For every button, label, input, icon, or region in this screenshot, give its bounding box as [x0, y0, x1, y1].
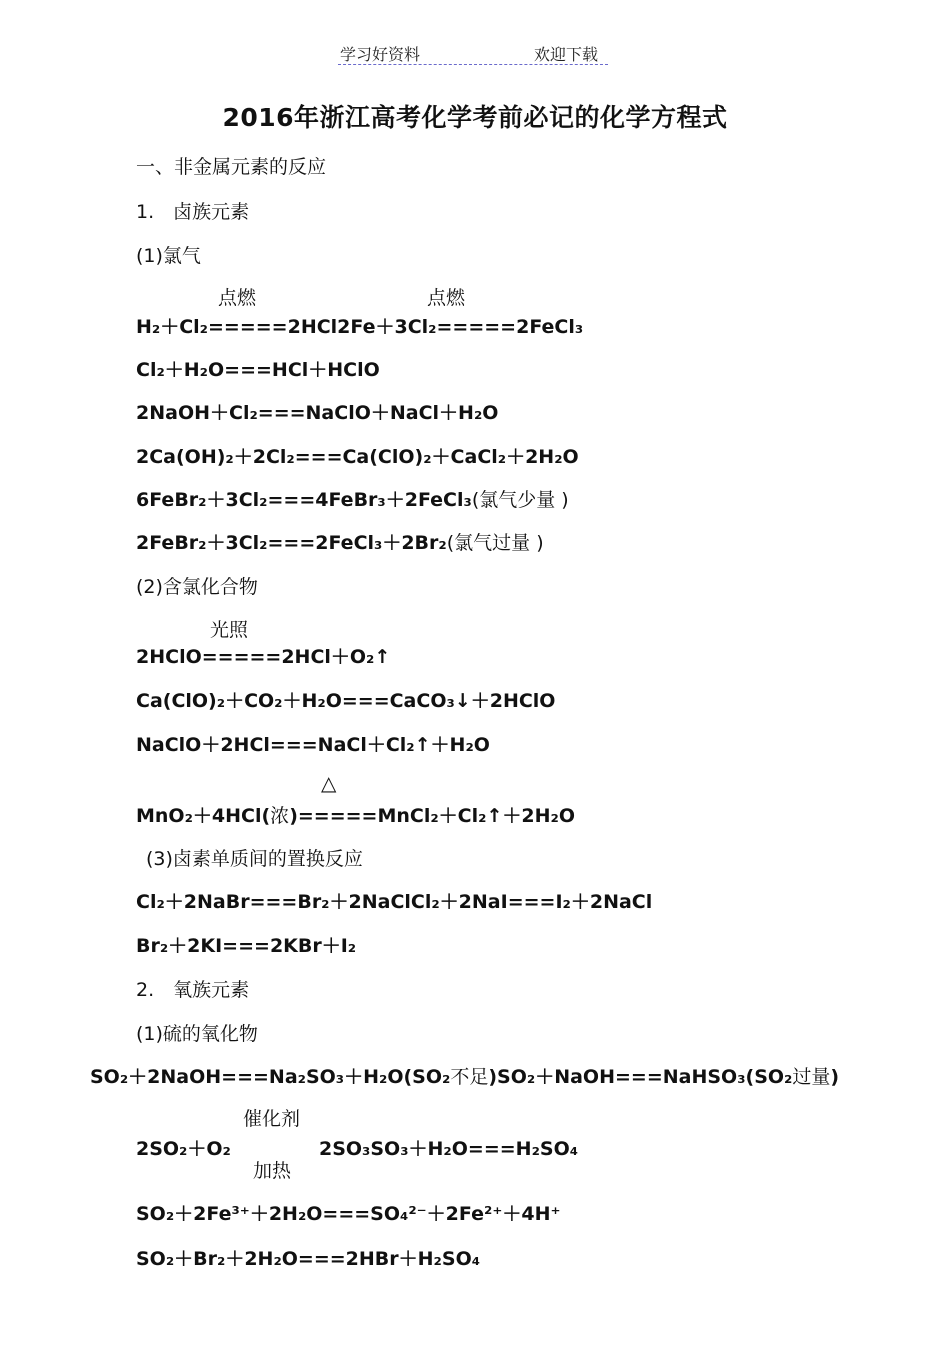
equation-note: (氯气少量 ) [471, 489, 569, 511]
equation: 2FeBr₂＋3Cl₂===2FeCl₃＋2Br₂ [136, 532, 447, 554]
equation: Br₂＋2KI===2KBr＋I₂ [136, 935, 357, 957]
equation-part: 2SO₂＋O₂ [136, 1138, 231, 1160]
page-title: 2016年浙江高考化学考前必记的化学方程式 [222, 103, 728, 132]
reaction-condition-heating: 加热 [253, 1160, 292, 1182]
concentrated-label: 浓 [270, 805, 290, 827]
equation: Cl₂＋H₂O===HCl＋HClO [136, 359, 380, 381]
equation: 2NaOH＋Cl₂===NaClO＋NaCl＋H₂O [136, 402, 499, 424]
equation-part: )SO₂＋NaOH===NaHSO₃(SO₂ [488, 1066, 793, 1088]
equation-note: 过量 [792, 1066, 831, 1088]
equation-part: 2SO₃SO₃＋H₂O===H₂SO₄ [319, 1138, 579, 1160]
equation-note: 不足 [450, 1066, 489, 1088]
topic-heading-sulfur-oxides: (1)硫的氧化物 [136, 1023, 258, 1045]
topic-heading-chlorine: (1)氯气 [136, 245, 201, 267]
equation: SO₂＋2Fe³⁺＋2H₂O===SO₄²⁻＋2Fe²⁺＋4H⁺ [136, 1203, 561, 1225]
equation: 2HClO=====2HCl＋O₂↑ [136, 646, 391, 668]
section-heading: 一、非金属元素的反应 [136, 156, 327, 178]
equation: 6FeBr₂＋3Cl₂===4FeBr₃＋2FeCl₃ [136, 489, 472, 511]
header-divider [338, 64, 608, 65]
equation: SO₂＋Br₂＋2H₂O===2HBr＋H₂SO₄ [136, 1248, 481, 1270]
equation-part: ) [830, 1066, 840, 1088]
subsection-heading-halogen: 1. 卤族元素 [136, 201, 250, 223]
reaction-condition-light: 光照 [210, 619, 249, 641]
reaction-condition-ignition: 点燃 [218, 287, 257, 309]
subsection-heading-oxygen-group: 2. 氧族元素 [136, 979, 250, 1001]
equation: 2Ca(OH)₂＋2Cl₂===Ca(ClO)₂＋CaCl₂＋2H₂O [136, 446, 579, 468]
equation-part: MnO₂＋4HCl( [136, 805, 271, 827]
equation: H₂＋Cl₂=====2HCl2Fe＋3Cl₂=====2FeCl₃ [136, 316, 584, 338]
reaction-condition-ignition: 点燃 [427, 287, 466, 309]
equation [90, 1062, 839, 1089]
equation-with-note [136, 528, 544, 555]
reaction-condition-heat: △ [321, 771, 337, 795]
equation [136, 801, 575, 828]
reaction-condition-catalyst: 催化剂 [243, 1108, 301, 1130]
equation-part: SO₂＋2NaOH===Na₂SO₃＋H₂O(SO₂ [90, 1066, 451, 1088]
equation-with-note [136, 485, 569, 512]
topic-heading-displacement: (3)卤素单质间的置换反应 [146, 848, 363, 870]
header-right-text: 欢迎下载 [534, 45, 599, 64]
header-left-text: 学习好资料 [340, 45, 421, 64]
equation: Ca(ClO)₂＋CO₂＋H₂O===CaCO₃↓＋2HClO [136, 690, 556, 712]
equation-part: )=====MnCl₂＋Cl₂↑＋2H₂O [289, 805, 575, 827]
equation-note: (氯气过量 ) [446, 532, 544, 554]
equation: NaClO＋2HCl===NaCl＋Cl₂↑＋H₂O [136, 734, 490, 756]
topic-heading-chlorine-compounds: (2)含氯化合物 [136, 576, 258, 598]
equation: Cl₂＋2NaBr===Br₂＋2NaClCl₂＋2NaI===I₂＋2NaCl [136, 891, 653, 913]
